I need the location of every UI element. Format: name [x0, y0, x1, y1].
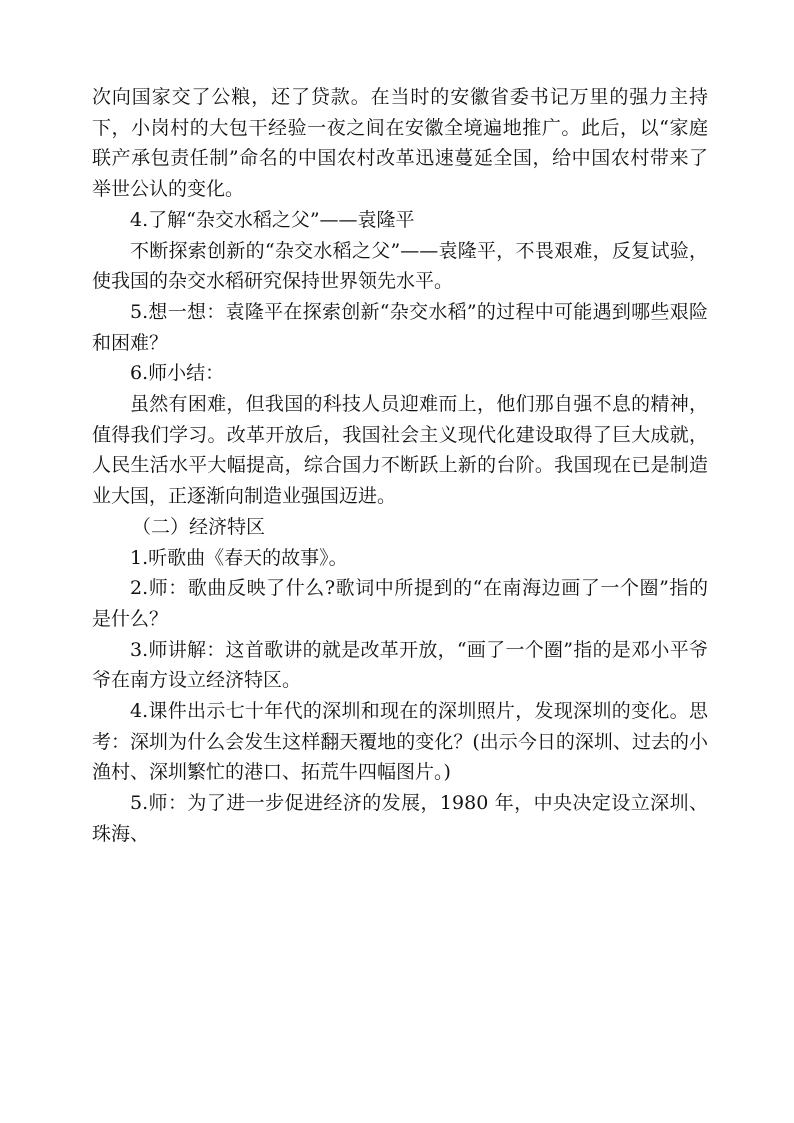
question-difficulties: 5.想一想：袁隆平在探索创新“杂交水稻”的过程中可能遇到哪些艰险和困难？ [92, 300, 708, 354]
paragraph-summary: 虽然有困难，但我国的科技人员迎难而上，他们那自强不息的精神，值得我们学习。改革开放后，我国社会主义现代化建设取得了巨大成就，人民生活水平大幅提高，综合国力不断跃上新的台阶。我国现在已是制造业大国，正逐渐向制造业强国迈进。 [92, 393, 708, 508]
paragraph-hybrid-rice: 不断探索创新的“杂交水稻之父”——袁隆平，不畏艰难，反复试验，使我国的杂交水稻研究保持世界领先水平。 [92, 239, 708, 293]
heading-yuan-longping: 4.了解“杂交水稻之父”——袁隆平 [130, 208, 415, 231]
item-listen-song: 1.听歌曲《春天的故事》。 [130, 546, 348, 569]
paragraph-xiaogang-reform: 次向国家交了公粮，还了贷款。在当时的安徽省委书记万里的强力主持下，小岗村的大包干经验一夜之间在安徽全境遍地推广。此后，以“家庭联产承包责任制”命名的中国农村改革迅速蔓延全国，给中国农村带来了举世公认的变化。 [92, 86, 708, 201]
item-teacher-explains: 3.师讲解：这首歌讲的就是改革开放，“画了一个圈”指的是邓小平爷爷在南方设立经济特区。 [92, 638, 708, 692]
item-shenzhen-photos: 4.课件出示七十年代的深圳和现在的深圳照片，发现深圳的变化。思考：深圳为什么会发生这样翻天覆地的变化？(出示今日的深圳、过去的小渔村、深圳繁忙的港口、拓荒牛四幅图片。) [92, 700, 708, 784]
item-1980-decision: 5.师：为了进一步促进经济的发展，1980 年，中央决定设立深圳、珠海、 [92, 792, 708, 845]
heading-teacher-summary: 6.师小结： [130, 362, 225, 385]
item-song-question: 2.师：歌曲反映了什么?歌词中所提到的“在南海边画了一个圈”指的是什么？ [92, 577, 708, 630]
document-body [92, 82, 708, 850]
section-heading-special-economic-zones: （二）经济特区 [132, 515, 266, 538]
